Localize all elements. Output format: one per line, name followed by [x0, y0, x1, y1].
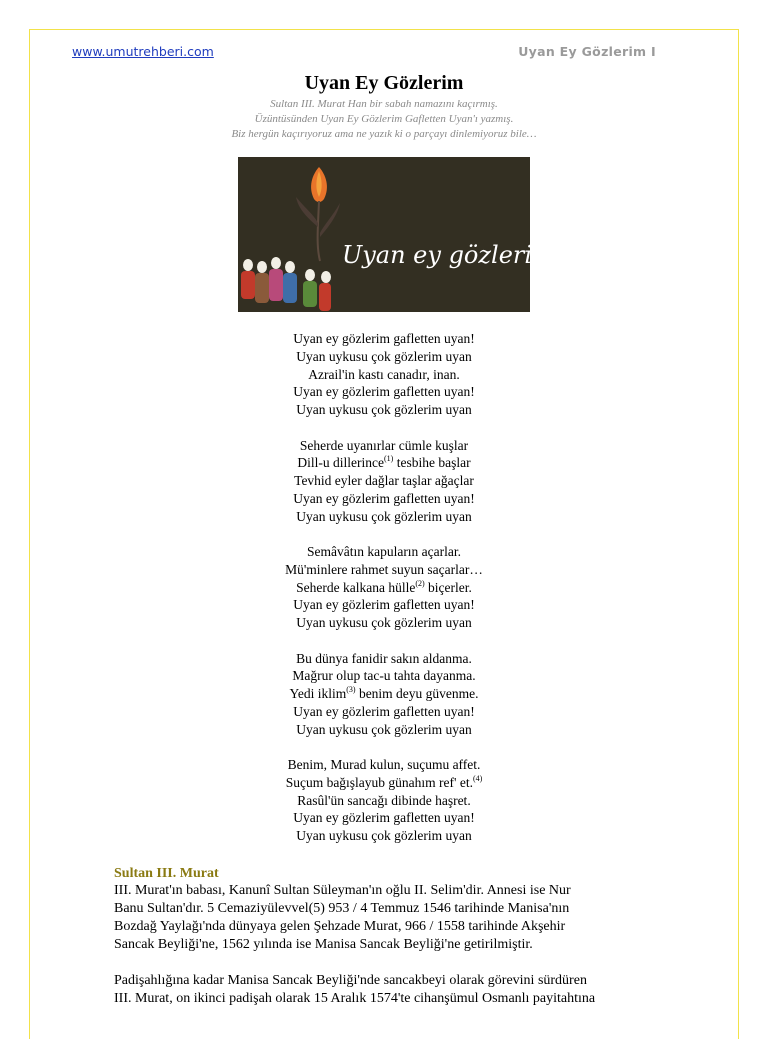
- poem-line: Benim, Murad kulun, suçumu affet.: [287, 757, 481, 772]
- poem-stanza-2: [0, 437, 768, 526]
- biography-text: [114, 882, 674, 1026]
- footnote-marker: (2): [415, 578, 425, 588]
- poem-stanza-5: [0, 756, 768, 845]
- text-line: Banu Sultan'dır. 5 Cemaziyülevvel(5) 953 / 4 Temmuz 1546 tarihinde Manisa'nın: [114, 901, 570, 916]
- intro-line: Üzüntüsünden Uyan Ey Gözlerim Gafletten Uyan'ı yazmış.: [254, 113, 514, 125]
- text-line: Bozdağ Yaylağı'nda dünyaya gelen Şehzade Murat, 966 / 1558 tarihinde Akşehir: [114, 919, 566, 934]
- intro-line: Biz hergün kaçırıyoruz ama ne yazık ki o parçayı dinlemiyoruz bile…: [231, 128, 537, 140]
- poem-line: [0, 579, 768, 597]
- poem-line: Uyan uykusu çok gözlerim uyan: [296, 615, 472, 630]
- poem-line: Uyan ey gözlerim gafletten uyan!: [293, 490, 475, 506]
- text-line: Sancak Beyliği'ne, 1562 yılında ise Manisa Sancak Beyliği'ne getirilmiştir.: [114, 937, 533, 952]
- poem-stanza-3: [0, 543, 768, 632]
- footnote-marker: (1): [384, 454, 394, 464]
- page-title: Uyan Ey Gözlerim: [304, 72, 464, 94]
- poem-line: Bu dünya fanidir sakın aldanma.: [296, 650, 472, 666]
- poem-line-part: Suçum bağışlayub günahım ref' et.: [285, 774, 473, 790]
- poem-line: Tevhid eyler dağlar taşlar ağaçlar: [294, 473, 474, 488]
- footnote-marker: (4): [472, 773, 483, 783]
- intro-note: [0, 97, 768, 142]
- poem-line-part: tesbihe başlar: [393, 455, 471, 471]
- footnote-marker: (3): [346, 685, 356, 694]
- poem-line: Mağrur olup tac-u tahta dayanma.: [292, 668, 476, 684]
- poem-line-part: biçerler.: [424, 579, 472, 595]
- poem-line-part: Yedi iklim: [289, 686, 347, 701]
- poem-line: Rasûl'ün sancağı dibinde haşret.: [297, 792, 471, 808]
- text-line: III. Murat'ın babası, Kanunî Sultan Süleyman'ın oğlu II. Selim'dir. Annesi ise Nur: [114, 883, 571, 898]
- banner-illustration: [238, 157, 555, 328]
- text-line: Padişahlığına kadar Manisa Sancak Beyliği'nde sancakbeyi olarak görevini sürdüren: [114, 973, 587, 988]
- document-header-title: Uyan Ey Gözlerim I: [518, 44, 656, 59]
- poem-line: Uyan ey gözlerim gafletten uyan!: [293, 597, 475, 613]
- poem-stanza-1: [0, 330, 768, 419]
- poem-line: [0, 454, 768, 472]
- poem-line: Uyan uykusu çok gözlerim uyan: [296, 348, 472, 364]
- poem-line: Mü'minlere rahmet suyun saçarlar…: [285, 561, 483, 577]
- poem-stanza-4: [0, 650, 768, 739]
- poem-line: Uyan ey gözlerim gafletten uyan!: [293, 384, 475, 400]
- poem-line: [0, 685, 768, 703]
- poem: [0, 330, 768, 863]
- poem-line: Azrail'in kastı canadır, inan.: [308, 366, 460, 382]
- banner-text: Uyan ey gözlerim: [342, 241, 555, 269]
- poem-line: Semâvâtın kapuların açarlar.: [306, 544, 462, 559]
- poem-line: Uyan ey gözlerim gafletten uyan!: [293, 703, 475, 719]
- poem-line: Uyan ey gözlerim gafletten uyan!: [293, 331, 475, 346]
- section-heading: Sultan III. Murat: [114, 866, 219, 881]
- poem-line: [0, 774, 768, 792]
- poem-line: Uyan uykusu çok gözlerim uyan: [296, 402, 472, 417]
- intro-line: Sultan III. Murat Han bir sabah namazını kaçırmış.: [270, 98, 498, 110]
- site-link[interactable]: www.umutrehberi.com: [72, 44, 214, 59]
- poem-line: Seherde uyanırlar cümle kuşlar: [299, 437, 469, 453]
- poem-line: Uyan uykusu çok gözlerim uyan: [296, 721, 472, 737]
- poem-line: Uyan ey gözlerim gafletten uyan!: [293, 810, 475, 826]
- poem-line: Uyan uykusu çok gözlerim uyan: [296, 508, 472, 524]
- poem-line-part: Dill-u dillerince: [297, 455, 385, 471]
- text-line: III. Murat, on ikinci padişah olarak 15 Aralık 1574'te cihanşümul Osmanlı payitahtına: [114, 991, 596, 1006]
- paragraph: [114, 972, 674, 1008]
- paragraph: [114, 882, 674, 954]
- poem-line: Uyan uykusu çok gözlerim uyan: [296, 828, 472, 843]
- poem-line-part: Seherde kalkana hülle: [296, 579, 416, 595]
- poem-line-part: benim deyu güvenme.: [355, 686, 479, 701]
